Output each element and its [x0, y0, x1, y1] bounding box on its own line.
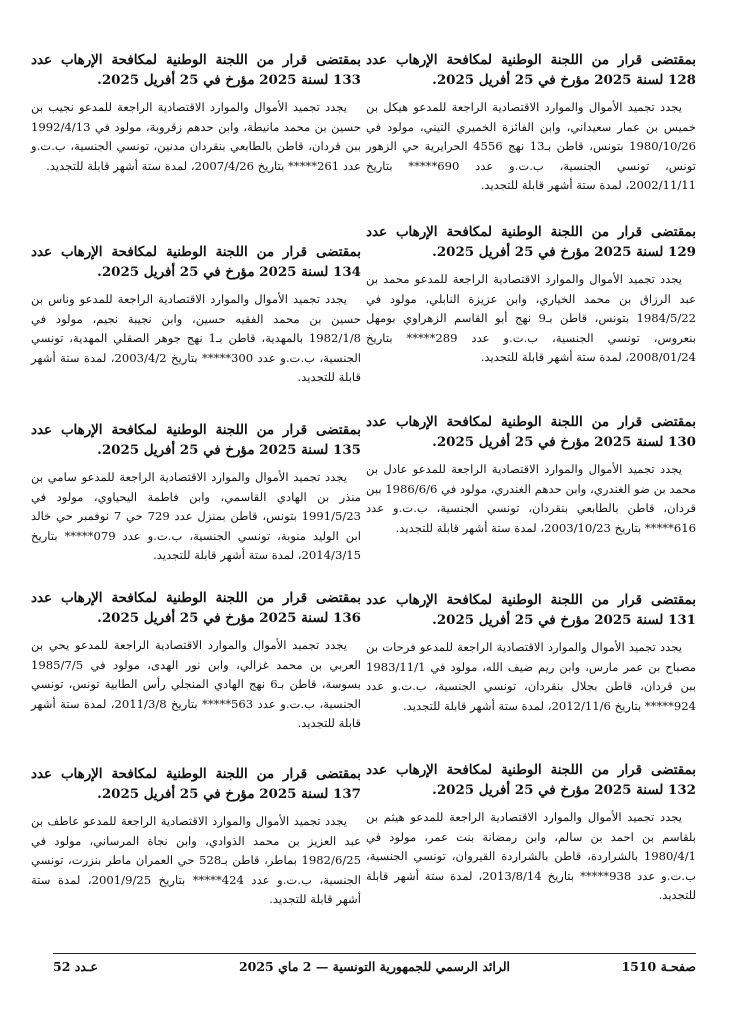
issue-number: عـدد 52: [53, 959, 99, 974]
entry-title: بمقتضى قرار من اللجنة الوطنية لمكافحة الإرهاب عدد 133 لسنة 2025 مؤرخ في 25 أفريل 2025.: [31, 52, 361, 88]
entry-title: بمقتضى قرار من اللجنة الوطنية لمكافحة الإرهاب عدد 130 لسنة 2025 مؤرخ في 25 أفريل 2025.: [366, 414, 696, 450]
entry-body: يجدد تجميد الأموال والموارد الاقتصادية الراجعة للمدعو هيكل بن خميس بن عمار سعيداني، وابن الفائزة الخميري التيني، مولود في 1980/10/26 بتونس، قاطن بـ13 نهج 4556 الحرايرية حي الزهور تونس، تونسي الجنسية، ب.ت.و عدد 690***** بتاريخ 2002/11/11، لمدة ستة أشهر قابلة للتجديد.: [366, 100, 696, 192]
entry-title: بمقتضى قرار من اللجنة الوطنية لمكافحة الإرهاب عدد 132 لسنة 2025 مؤرخ في 25 أفريل 2025.: [366, 762, 696, 798]
entry-body: يجدد تجميد الأموال والموارد الاقتصادية الراجعة للمدعو سامي بن منذر بن الهادي القاسمي، وابن فاطمة اليحياوي، مولود في 1991/5/23 بتونس، قاطن بمنزل عدد 729 حي 7 نوفمبر حي خالد ابن الوليد منوبة، تونسي الجنسية، ب.ت.و عدد 079***** بتاريخ 2014/3/15، لمدة ستة أشهر قابلة للتجديد.: [31, 470, 362, 562]
page-number: صفحـة 1510: [621, 959, 696, 974]
decision-entry-129: [366, 222, 696, 412]
entry-body: يجدد تجميد الأموال والموارد الاقتصادية الراجعة للمدعو وناس بن حسين بن محمد الفقيه حسين، وابن نجيبة نجيم، مولود في 1982/1/8 بالمهدية، قاطن بـ1 نهج جوهر الصقلي المهدية، تونسي الجنسية، ب.ت.و عدد 300***** بتاريخ 2003/4/2، لمدة ستة أشهر قابلة للتجديد.: [31, 292, 361, 384]
entry-title: بمقتضى قرار من اللجنة الوطنية لمكافحة الإرهاب عدد 136 لسنة 2025 مؤرخ في 25 أفريل 2025.: [31, 590, 361, 626]
decision-entry-128: [366, 50, 696, 222]
entry-title: بمقتضى قرار من اللجنة الوطنية لمكافحة الإرهاب عدد 135 لسنة 2025 مؤرخ في 25 أفريل 2025.: [31, 422, 361, 458]
entry-body: يجدد تجميد الأموال والموارد الاقتصادية الراجعة للمدعو عاطف بن عبد العزيز بن محمد الذوادي، وابن نجاة المرساني، مولود في 1982/6/25 بماطر، قاطن بـ528 حي العمران ماطر بنزرت، تونسي الجنسية، ب.ت.و عدد 424***** بتاريخ 2001/9/25، لمدة ستة أشهر قابلة للتجديد.: [31, 814, 362, 906]
decision-entry-133: [31, 50, 361, 242]
decision-entry-137: [31, 764, 361, 910]
decision-entry-135: [31, 420, 361, 588]
gazette-title-date: الرائد الرسمي للجمهورية التونسية — 2 ماي 2025: [238, 959, 511, 974]
entry-title: بمقتضى قرار من اللجنة الوطنية لمكافحة الإرهاب عدد 131 لسنة 2025 مؤرخ في 25 أفريل 2025.: [366, 592, 696, 628]
entry-body: يجدد تجميد الأموال والموارد الاقتصادية الراجعة للمدعو يحي بن العربي بن محمد غزالي، وابن نور الهدى، مولود في 1985/7/5 بسوسة، قاطن بـ6 نهج الهادي المنجلي رأس الطابية تونس، تونسي الجنسية، ب.ت.و عدد 563***** بتاريخ 2011/3/8، لمدة ستة أشهر قابلة للتجديد.: [31, 638, 361, 730]
right-column: [366, 50, 696, 906]
decision-entry-130: [366, 412, 696, 590]
entry-body: يجدد تجميد الأموال والموارد الاقتصادية الراجعة للمدعو فرحات بن مصباح بن عمر مارس، وابن ريم ضيف الله، مولود في 1983/11/1 ببن قردان، قاطن بجلال بنقردان، تونسي الجنسية، ب.ت.و عدد 924***** بتاريخ 2012/11/6، لمدة ستة أشهر قابلة للتجديد.: [366, 640, 696, 713]
decision-entry-134: [31, 242, 361, 420]
entry-body: يجدد تجميد الأموال والموارد الاقتصادية الراجعة للمدعو هيثم بن بلقاسم بن احمد بن سالم، وابن رمضانة بنت عمر، مولود في 1980/4/1 بالشراردة، قاطن بالشراردة القيروان، تونسي الجنسية، ب.ت.و عدد 938***** بتاريخ 2013/8/14، لمدة ستة أشهر قابلة للتجديد.: [366, 810, 696, 902]
page-footer: [53, 953, 696, 976]
entry-title: بمقتضى قرار من اللجنة الوطنية لمكافحة الإرهاب عدد 129 لسنة 2025 مؤرخ في 25 أفريل 2025.: [366, 224, 696, 260]
entry-title: بمقتضى قرار من اللجنة الوطنية لمكافحة الإرهاب عدد 134 لسنة 2025 مؤرخ في 25 أفريل 2025.: [31, 244, 361, 280]
entry-body: يجدد تجميد الأموال والموارد الاقتصادية الراجعة للمدعو محمد بن عبد الرزاق بن محمد الخياري، وابن عزيزة النابلي، مولود في 1984/5/22 بتونس، قاطن بـ9 نهج أبو القاسم الزهراوي بومهل بنعروس، تونسي الجنسية، ب.ت.و عدد 289***** بتاريخ 2008/01/24، لمدة ستة أشهر قابلة للتجديد.: [366, 272, 696, 364]
decision-entry-131: [366, 590, 696, 760]
decision-entry-136: [31, 588, 361, 764]
entry-body: يجدد تجميد الأموال والموارد الاقتصادية الراجعة للمدعو عادل بن محمد بن ضو الغندري، وابن حدهم الغندري، مولود في 1986/6/6 ببن قردان، قاطن بالطابعي بنقردان، تونسي الجنسية، ب.ت.و عدد 616***** بتاريخ 2003/10/23، لمدة ستة أشهر قابلة للتجديد.: [366, 462, 696, 535]
entry-title: بمقتضى قرار من اللجنة الوطنية لمكافحة الإرهاب عدد 137 لسنة 2025 مؤرخ في 25 أفريل 2025.: [31, 766, 361, 802]
decision-entry-132: [366, 760, 696, 906]
left-column: [31, 50, 361, 910]
entry-title: بمقتضى قرار من اللجنة الوطنية لمكافحة الإرهاب عدد 128 لسنة 2025 مؤرخ في 25 أفريل 2025.: [366, 52, 696, 88]
entry-body: يجدد تجميد الأموال والموارد الاقتصادية الراجعة للمدعو نجيب بن حسين بن محمد مانيطة، وابن حدهم زقروبة، مولود في 1992/4/13 ببن قردان، قاطن بالطابعي بنقردان مدنين، تونسي الجنسية، ب.ت.و عدد 261***** بتاريخ 2007/4/26، لمدة ستة أشهر قابلة للتجديد.: [31, 100, 361, 173]
